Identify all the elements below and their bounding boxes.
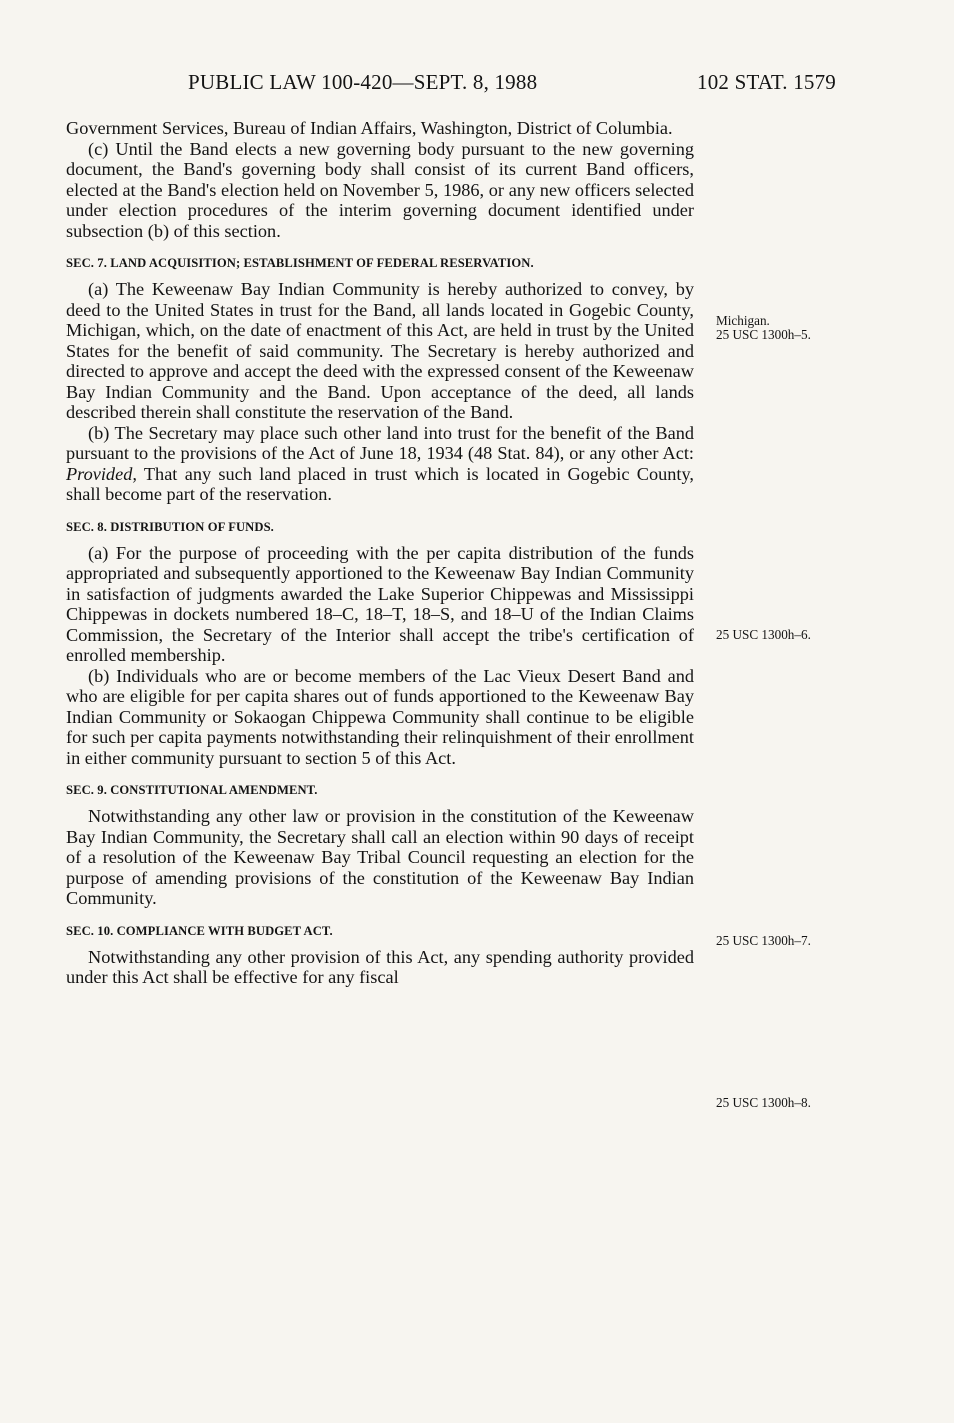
section-7-b-provided: Provided, — [66, 463, 137, 484]
section-9-heading: SEC. 9. CONSTITUTIONAL AMENDMENT. — [66, 783, 318, 797]
margin-note-michigan: Michigan. — [716, 313, 770, 328]
margin-note-usc-1300h-6: 25 USC 1300h–6. — [716, 627, 811, 642]
header-public-law: PUBLIC LAW 100-420—SEPT. 8, 1988 — [188, 70, 538, 94]
header-stat-page: 102 STAT. 1579 — [697, 70, 836, 94]
section-8-paragraph-b: (b) Individuals who are or become members of the Lac Vieux Desert Band and who are eligible for per capita shares out of funds apportioned to the Keweenaw Bay Indian Community or Sokaogan Chippewa Community shall continue to be eligible for such per capita payments notwithstanding their relinquishment of their enrollment in either community pursuant to section 5 of this Act. — [66, 665, 694, 768]
section-8-heading: SEC. 8. DISTRIBUTION OF FUNDS. — [66, 519, 274, 534]
section-8-paragraph-a: (a) For the purpose of proceeding with the per capita distribution of the funds appropriated and subsequently apportioned to the Keweenaw Bay Indian Community in satisfaction of judgments awarded the Lake Superior Chippewas and Mississippi Chippewas in dockets numbered 18–C, 18–T, 18–S, and 18–U of the Indian Claims Commission, the Secretary of the Interior shall accept the tribe's certification of enrolled membership. — [66, 542, 694, 665]
section-7-heading: SEC. 7. LAND ACQUISITION; ESTABLISHMENT OF FEDERAL RESERVATION. — [66, 256, 534, 270]
section-7-paragraph-b — [66, 423, 694, 505]
statute-body — [66, 118, 694, 988]
page-header — [188, 70, 836, 102]
section-10-heading: SEC. 10. COMPLIANCE WITH BUDGET ACT. — [66, 923, 333, 938]
section-10-text: Notwithstanding any other provision of this Act, any spending authority provided under this Act shall be effective for any fiscal — [66, 946, 694, 987]
margin-note-usc-1300h-5: 25 USC 1300h–5. — [716, 327, 811, 342]
section-7-b-end: That any such land placed in trust which is located in Gogebic County, shall become part of the reservation. — [66, 463, 694, 504]
margin-note-usc-1300h-8: 25 USC 1300h–8. — [716, 1095, 811, 1110]
paragraph-c: (c) Until the Band elects a new governing body pursuant to the new governing document, the Band's governing body shall consist of its current Band officers, elected at the Band's election held on November 5, 1986, or any new officers selected under election procedures of the interim governing document identified under subsection (b) of this section. — [66, 138, 694, 241]
margin-note-usc-1300h-7: 25 USC 1300h–7. — [716, 933, 811, 948]
paragraph-continuation: Government Services, Bureau of Indian Affairs, Washington, District of Columbia. — [66, 118, 673, 138]
section-7-paragraph-a: (a) The Keweenaw Bay Indian Community is hereby authorized to convey, by deed to the United States in trust for the Band, all lands located in Gogebic County, Michigan, which, on the date of enactment of this Act, are held in trust by the United States for the benefit of said community. The Secretary is hereby authorized and directed to approve and accept the deed with the expressed consent of the Keweenaw Bay Indian Community and the Band. Upon acceptance of the deed, all lands described therein shall constitute the reservation of the Band. — [66, 279, 694, 422]
section-7-b-start: (b) The Secretary may place such other land into trust for the benefit of the Band pursuant to the provisions of the Act of June 18, 1934 (48 Stat. 84), or any other Act: — [66, 422, 694, 463]
section-9-text: Notwithstanding any other law or provision in the constitution of the Keweenaw Bay Indian Community, the Secretary shall call an election within 90 days of receipt of a resolution of the Keweenaw Bay Tribal Council requesting an election for the purpose of amending provisions of the constitution of the Keweenaw Bay Indian Community. — [66, 806, 694, 908]
